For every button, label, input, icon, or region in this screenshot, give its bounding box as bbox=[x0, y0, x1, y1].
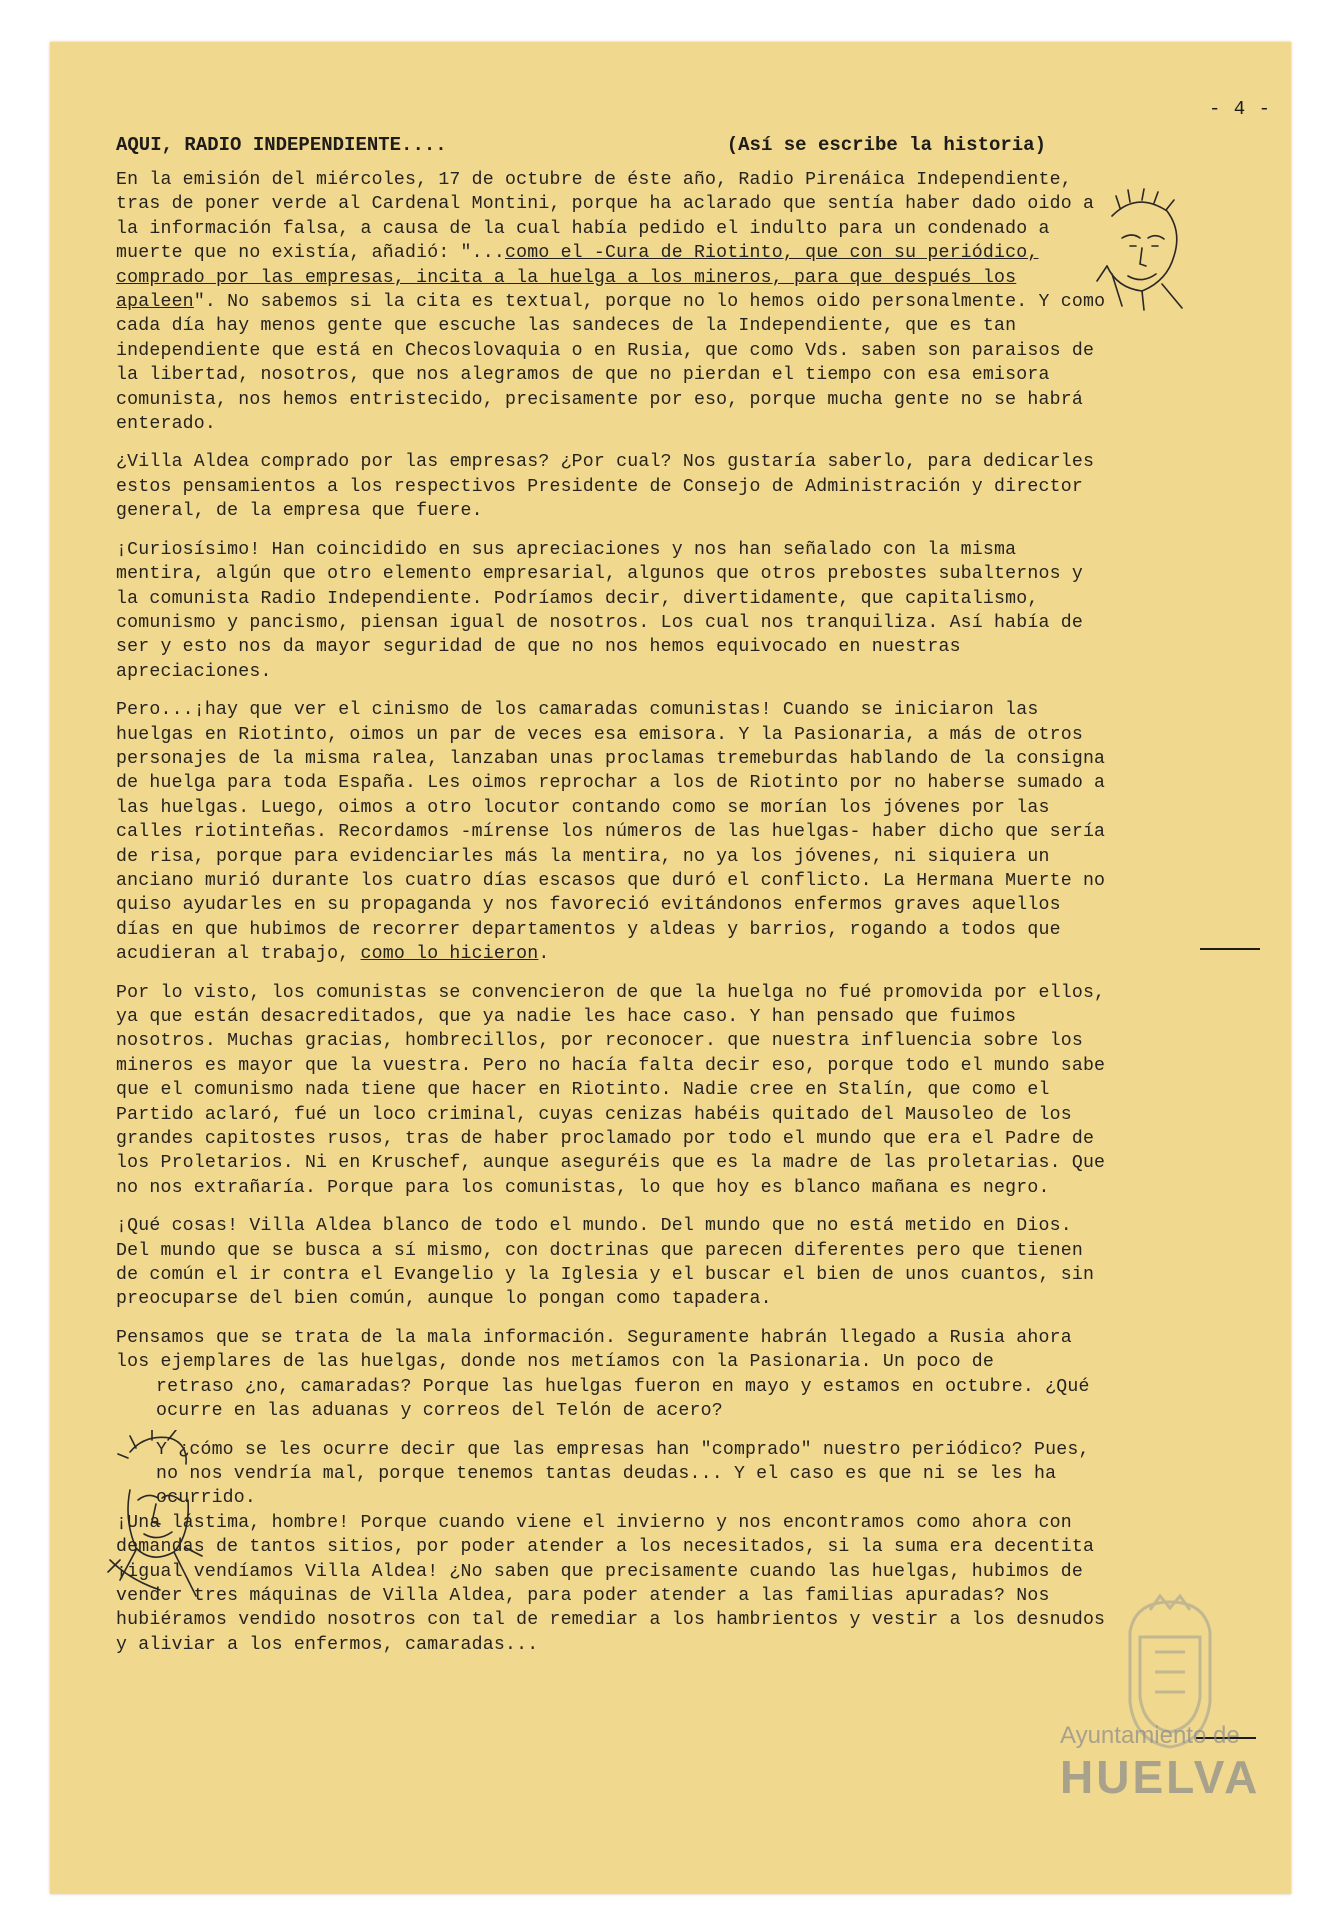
document-heading bbox=[116, 134, 1046, 156]
heading-subtitle: (Así se escribe la historia) bbox=[726, 134, 1046, 156]
paragraph-7: Pensamos que se trata de la mala información. Seguramente habrán llegado a Rusia ahora los ejemplares de las huelgas, donde nos metíamos con la Pasionaria. Un poco de retraso ¿no, camaradas? Porque las huelgas fueron en mayo y estamos en octubre. ¿Qué ocurre en las aduanas y correos del Telón de acero? bbox=[116, 1327, 1090, 1422]
paragraph-2: ¿Villa Aldea comprado por las empresas? ¿Por cual? Nos gustaría saberlo, para dedicarles estos pensamientos a los respectivos Presidente de Consejo de Administración y director general, de la empresa que fuere. bbox=[116, 452, 1095, 522]
watermark-line-1: Ayuntamiento de bbox=[1060, 1722, 1240, 1749]
paragraph-4: Pero...¡hay que ver el cinismo de los camaradas comunistas! Cuando se iniciaron las huelgas en Riotinto, oimos un par de veces esa emisora. Y la Pasionaria, a más de otros personajes de la misma ralea, lanzaban unas proclamas tremeburdas hablando de la consigna de huelga para toda España. Les oimos reprochar a los de Riotinto por no haberse sumado a las huelgas. Luego, oimos a otro locutor contando como se morían los jóvenes por las calles riotinteñas. Recordamos -mírense los números de las huelgas- haber dicho que sería de risa, porque para evidenciarles más la mentira, no ya los jóvenes, ni siquiera un anciano murió durante los cuatro días escasos que duró el conflicto. La Hermana Muerte no quiso ayudarles en su propaganda y nos favoreció evitándonos enfermos graves aquellos días en que hubimos de recorrer departamentos y aldeas y barrios, rogando a todos que acudieran al trabajo, como lo hicieron. bbox=[116, 700, 1106, 965]
article-body bbox=[116, 168, 1116, 1671]
watermark-line-2: HUELVA bbox=[1060, 1751, 1261, 1803]
page-number: - 4 - bbox=[1208, 98, 1271, 120]
paragraph-8: Y ¿cómo se les ocurre decir que las empresas han "comprado" nuestro periódico? Pues, no nos vendría mal, porque tenemos tantas deudas... Y el caso es que ni se les ha ocurrido. ¡Una lástima, hombre! Porque cuando viene el invierno y nos encontramos como ahora con demandas de tantos sitios, por poder atender a los necesitados, si la suma era decentita ¡igual vendíamos Villa Aldea! ¿No saben que precisamente cuando las huelgas, hubimos de vender tres máquinas de Villa Aldea, para poder atender a las familias apuradas? Nos hubiéramos vendido nosotros con tal de remediar a los hambrientos y vestir a los desnudos y aliviar a los enfermos, camaradas... bbox=[116, 1439, 1106, 1655]
paragraph-1: En la emisión del miércoles, 17 de octubre de éste año, Radio Pirenáica Independiente, tras de poner verde al Cardenal Montini, porque ha aclarado que sentía haber dado oido a la información falsa, a causa de la cual había pedido el indulto para un condenado a muerte que no existía, añadió: "...como el -Cura de Riotinto, que con su periódico, comprado por las empresas, incita a la huelga a los mineros, para que después los apaleen". No sabemos si la cita es textual, porque no lo hemos oido personalmente. Y como cada día hay menos gente que escuche las sandeces de la Independiente, que es tan independiente que está en Checoslovaquia o en Rusia, que como Vds. saben son paraisos de la libertad, nosotros, que nos alegramos de que no pierdan el tiempo con esa emisora comunista, nos hemos entristecido, precisamente por eso, porque mucha gente no se habrá enterado. bbox=[116, 170, 1106, 435]
paragraph-6: ¡Qué cosas! Villa Aldea blanco de todo el mundo. Del mundo que no está metido en Dios. Del mundo que se busca a sí mismo, con doctrinas que parecen diferentes pero que tienen de común el ir contra el Evangelio y la Iglesia y el buscar el bien de unos cuantos, sin preocuparse del bien común, aunque lo pongan como tapadera. bbox=[116, 1216, 1095, 1310]
underlined-phrase: como lo hicieron bbox=[360, 944, 539, 965]
paragraph-5: Por lo visto, los comunistas se convencieron de que la huelga no fué promovida por ellos, ya que están desacreditados, que ya nadie les hace caso. Y han pensado que fuimos nosotros. Muchas gracias, hombrecillos, por reconocer. que nuestra influencia sobre los mineros es mayor que la vuestra. Pero no hacía falta decir eso, porque todo el mundo sabe que el comunismo nada tiene que hacer en Riotinto. Nadie cree en Stalín, que como el Partido aclaró, fué un loco criminal, cuyas cenizas habéis quitado del Mausoleo de los grandes capitostes rusos, tras de haber proclamado por todo el mundo que era el Padre de los Proletarios. Ni en Kruschef, aunque aseguréis que es la madre de las proletarias. Que no nos extrañaría. Porque para los comunistas, lo que hoy es blanco mañana es negro. bbox=[116, 982, 1106, 1198]
underlined-quote: como el -Cura de Riotinto, que con su periódico, comprado por las empresas, incita a la huelga a los mineros, para que después los apaleen bbox=[116, 243, 1039, 313]
heading-title: AQUI, RADIO INDEPENDIENTE.... bbox=[116, 134, 447, 156]
margin-mark bbox=[1200, 948, 1260, 950]
paragraph-3: ¡Curiosísimo! Han coincidido en sus apreciaciones y nos han señalado con la misma mentira, algún que otro elemento empresarial, algunos que otros prebostes subalternos y la comunista Radio Independiente. Podríamos decir, divertidamente, que capitalismo, comunismo y pancismo, piensan igual de nosotros. Los cual nos tranquiliza. Así había de ser y esto nos da mayor seguridad de que no nos hemos equivocado en nuestras apreciaciones. bbox=[116, 539, 1083, 682]
